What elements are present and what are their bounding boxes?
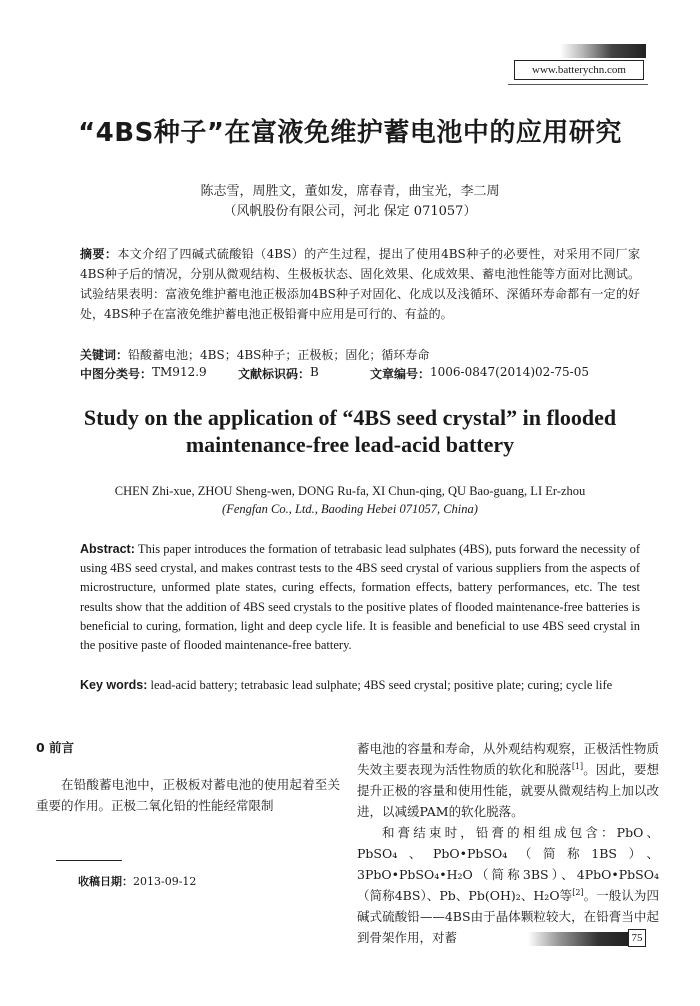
received-label: 收稿日期：: [78, 875, 133, 888]
english-keywords-text: lead-acid battery; tetrabasic lead sulphate; 4BS seed crystal; positive plate; curing; cycle life: [150, 678, 613, 692]
citation-2: [2]: [572, 887, 584, 897]
article-id-value: 1006-0847(2014)02-75-05: [430, 365, 589, 379]
footer-decoration-band: [528, 932, 628, 946]
english-keywords: [80, 676, 640, 695]
header-decoration-band: [560, 44, 646, 58]
right-paragraph-2-text-a: 和膏结束时，铅膏的相组成包含：PbO、PbSO₄、PbO•PbSO₄（简称1BS）、3PbO•PbSO₄•H₂O（简称3BS）、4PbO•PbSO₄（简称4BS）、Pb、Pb(OH)₂、H₂O等: [357, 825, 659, 903]
english-abstract: [80, 540, 640, 655]
intro-paragraph: 在铅酸蓄电池中，正极板对蓄电池的使用起着至关重要的作用。正极二氧化铅的性能经常限制: [36, 777, 340, 813]
chinese-keywords: [80, 346, 640, 363]
chinese-abstract-label: 摘要：: [80, 247, 118, 261]
right-paragraph-1: [357, 738, 659, 822]
doc-code-label: 文献标识码：: [238, 367, 311, 381]
received-date: 2013-09-12: [133, 875, 197, 888]
section-heading-introduction: 0 前言: [36, 740, 75, 755]
article-id-label: 文章编号：: [370, 367, 431, 381]
english-authors: CHEN Zhi-xue, ZHOU Sheng-wen, DONG Ru-fa, XI Chun-qing, QU Bao-guang, LI Er-zhou: [114, 484, 586, 498]
chinese-keywords-text: 铅酸蓄电池；4BS；4BS种子；正极板；固化；循环寿命: [128, 348, 430, 362]
chinese-abstract: [80, 244, 640, 324]
clc-label: 中图分类号：: [80, 367, 153, 381]
chinese-keywords-label: 关键词：: [80, 348, 129, 362]
english-keywords-label: Key words:: [80, 678, 148, 692]
clc-field: [80, 365, 207, 382]
english-title-line-1: Study on the application of “4BS seed crystal” in flooded: [83, 405, 617, 430]
clc-value: TM912.9: [152, 365, 207, 379]
citation-1: [1]: [571, 761, 584, 771]
chinese-authors: 陈志雪，周胜文，董如发，席春青，曲宝光，李二周: [200, 184, 500, 199]
right-paragraph-1-text-b: 。因此，要想提升正极的容量和使用性能，就要从微观结构上加以改进，以减缓PAM的软化脱落。: [357, 762, 659, 819]
header-rule: [508, 84, 648, 85]
chinese-title: “4BS种子”在富液免维护蓄电池中的应用研究: [78, 118, 622, 148]
chinese-affiliation: （风帆股份有限公司，河北 保定 071057）: [223, 204, 477, 219]
classification-line: [80, 365, 640, 381]
article-id-field: [370, 365, 589, 382]
chinese-abstract-text: 本文介绍了四碱式硫酸铅（4BS）的产生过程，提出了使用4BS种子的必要性，对采用不同厂家4BS种子后的情况，分别从微观结构、生极板状态、固化效果、化成效果、蓄电池性能等方面对比测试。试验结果表明：富液免维护蓄电池正极添加4BS种子对固化、化成以及浅循环、深循环寿命都有一定的好处，4BS种子在富液免维护蓄电池正极铅膏中应用是可行的、有益的。: [80, 247, 640, 321]
body-right-column: [357, 738, 659, 948]
received-date-note: [78, 873, 196, 889]
right-paragraph-2: [357, 822, 659, 948]
english-title: [0, 404, 700, 458]
english-abstract-text: This paper introduces the formation of tetrabasic lead sulphates (4BS), puts forward the necessity of using 4BS seed crystal, and makes contrast tests to the 4BS seed crystal of various suppliers from the aspects of microstructure, unformed plate states, curing effects, formation effects, battery performances, etc. The test results show that the addition of 4BS seed crystals to the positive plates of flooded maintenance-free batteries is beneficial to curing, formation, light and deep cycle life. It is feasible and beneficial to use 4BS seed crystal in the positive paste of flooded maintenance-free battery.: [80, 542, 640, 653]
footnote-rule: [56, 860, 122, 861]
doc-code-field: [238, 365, 319, 382]
page-number: 75: [628, 929, 646, 947]
journal-url: www.batterychn.com: [514, 60, 644, 80]
right-paragraph-1-text-a: 蓄电池的容量和寿命，从外观结构观察，正极活性物质失效主要表现为活性物质的软化和脱落: [357, 741, 659, 777]
english-title-line-2: maintenance-free lead-acid battery: [185, 432, 515, 457]
doc-code-value: B: [310, 365, 319, 379]
english-affiliation: (Fengfan Co., Ltd., Baoding Hebei 071057, China): [222, 502, 478, 516]
body-left-column: [36, 738, 340, 816]
english-abstract-label: Abstract:: [80, 542, 135, 556]
right-paragraph-2-text-b: 。一般认为四碱式硫酸铅——4BS由于晶体颗粒较大，在铅膏当中起到骨架作用，对蓄: [357, 888, 659, 945]
